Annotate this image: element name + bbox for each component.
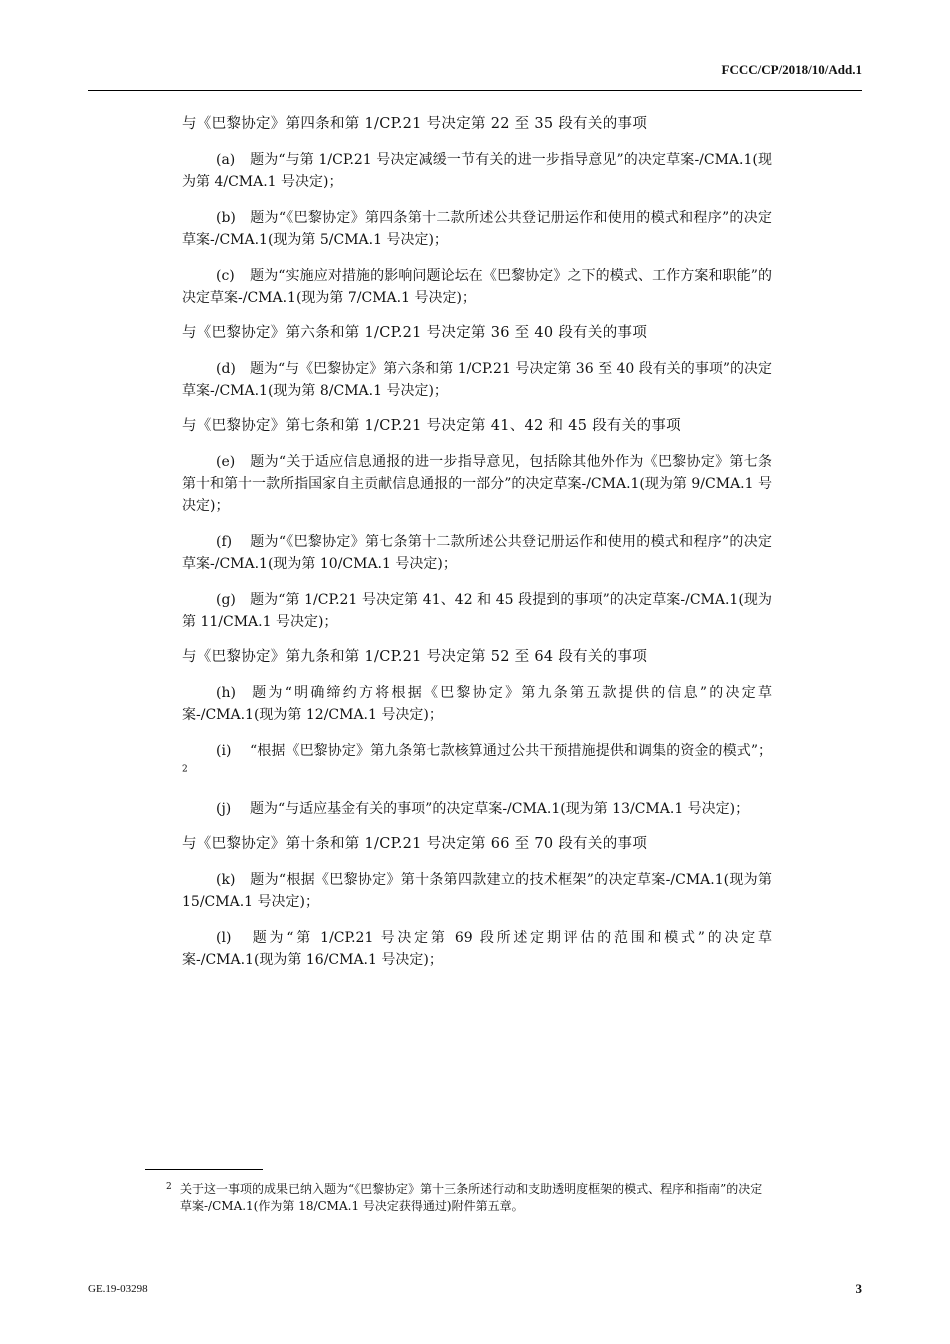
running-header: FCCC/CP/2018/10/Add.1: [721, 62, 862, 77]
item-label: (j): [216, 801, 232, 817]
section-heading: 与《巴黎协定》第七条和第 1/CP.21 号决定第 41、42 和 45 段有关的事项: [182, 418, 681, 434]
item-label: (c): [216, 268, 235, 284]
item-label: (k): [216, 872, 236, 888]
item-text: 题为“第 1/CP.21 号决定第 41、42 和 45 段提到的事项”的决定草案-/CMA.1(现为第 11/CMA.1 号决定)；: [182, 592, 772, 630]
item-text: 题为“与《巴黎协定》第六条和第 1/CP.21 号决定第 36 至 40 段有关的事项”的决定草案-/CMA.1(现为第 8/CMA.1 号决定)；: [182, 361, 772, 399]
item-label: (d): [216, 361, 236, 377]
item-text: 题为“根据《巴黎协定》第十条第四款建立的技术框架”的决定草案-/CMA.1(现为第 15/CMA.1 号决定)；: [182, 872, 772, 910]
list-item: [182, 207, 772, 251]
list-item: [182, 740, 772, 784]
list-item: [182, 149, 772, 193]
footnote-text: 关于这一事项的成果已纳入题为“《巴黎协定》第十三条所述行动和支助透明度框架的模式、程序和指南”的决定草案-/CMA.1(作为第 18/CMA.1 号决定获得通过)附件第五章。: [180, 1182, 763, 1213]
list-item: [182, 798, 772, 820]
item-text: 题为“《巴黎协定》第四条第十二款所述公共登记册运作和使用的模式和程序”的决定草案-/CMA.1(现为第 5/CMA.1 号决定)；: [182, 210, 772, 248]
item-label: (h): [216, 685, 236, 701]
section-heading: 与《巴黎协定》第四条和第 1/CP.21 号决定第 22 至 35 段有关的事项: [182, 116, 648, 132]
section-heading: 与《巴黎协定》第六条和第 1/CP.21 号决定第 36 至 40 段有关的事项: [182, 325, 648, 341]
item-text: 题为“第 1/CP.21 号决定第 69 段所述定期评估的范围和模式”的决定草案-/CMA.1(现为第 16/CMA.1 号决定)；: [182, 930, 772, 968]
item-text: 题为“与适应基金有关的事项”的决定草案-/CMA.1(现为第 13/CMA.1 号决定)；: [250, 801, 750, 817]
item-label: (i): [216, 743, 232, 759]
item-label: (l): [216, 930, 232, 946]
job-number: GE.19-03298: [88, 1283, 148, 1295]
item-label: (b): [216, 210, 236, 226]
item-text: 题为“关于适应信息通报的进一步指导意见，包括除其他外作为《巴黎协定》第七条第十和第十一款所指国家自主贡献信息通报的一部分”的决定草案-/CMA.1(现为第 9/CMA.1 号决定)；: [182, 454, 772, 514]
document-body: [182, 114, 772, 985]
footnote: [166, 1181, 772, 1215]
list-item: [182, 589, 772, 633]
list-item: [182, 265, 772, 309]
item-text: 题为“《巴黎协定》第七条第十二款所述公共登记册运作和使用的模式和程序”的决定草案-/CMA.1(现为第 10/CMA.1 号决定)；: [182, 534, 772, 572]
item-label: (a): [216, 152, 236, 168]
item-label: (e): [216, 454, 236, 470]
section-heading: 与《巴黎协定》第十条和第 1/CP.21 号决定第 66 至 70 段有关的事项: [182, 836, 648, 852]
header-rule: [88, 90, 862, 91]
footnote-reference[interactable]: 2: [182, 764, 188, 775]
page-number: 3: [855, 1281, 862, 1296]
list-item: [182, 869, 772, 913]
item-text: “根据《巴黎协定》第九条第七款核算通过公共干预措施提供和调集的资金的模式”；: [250, 743, 772, 759]
list-item: [182, 682, 772, 726]
item-label: (g): [216, 592, 236, 608]
item-text: 题为“明确缔约方将根据《巴黎协定》第九条第五款提供的信息”的决定草案-/CMA.1(现为第 12/CMA.1 号决定)；: [182, 685, 772, 723]
footnote-number: 2: [166, 1182, 172, 1192]
list-item: [182, 358, 772, 402]
section-heading: 与《巴黎协定》第九条和第 1/CP.21 号决定第 52 至 64 段有关的事项: [182, 649, 648, 665]
list-item: [182, 451, 772, 517]
list-item: [182, 927, 772, 971]
item-text: 题为“与第 1/CP.21 号决定减缓一节有关的进一步指导意见”的决定草案-/CMA.1(现为第 4/CMA.1 号决定)；: [182, 152, 772, 190]
item-text: 题为“实施应对措施的影响问题论坛在《巴黎协定》之下的模式、工作方案和职能”的决定草案-/CMA.1(现为第 7/CMA.1 号决定)；: [182, 268, 772, 306]
item-label: (f): [216, 534, 233, 550]
list-item: [182, 531, 772, 575]
footnote-rule: [145, 1169, 263, 1170]
